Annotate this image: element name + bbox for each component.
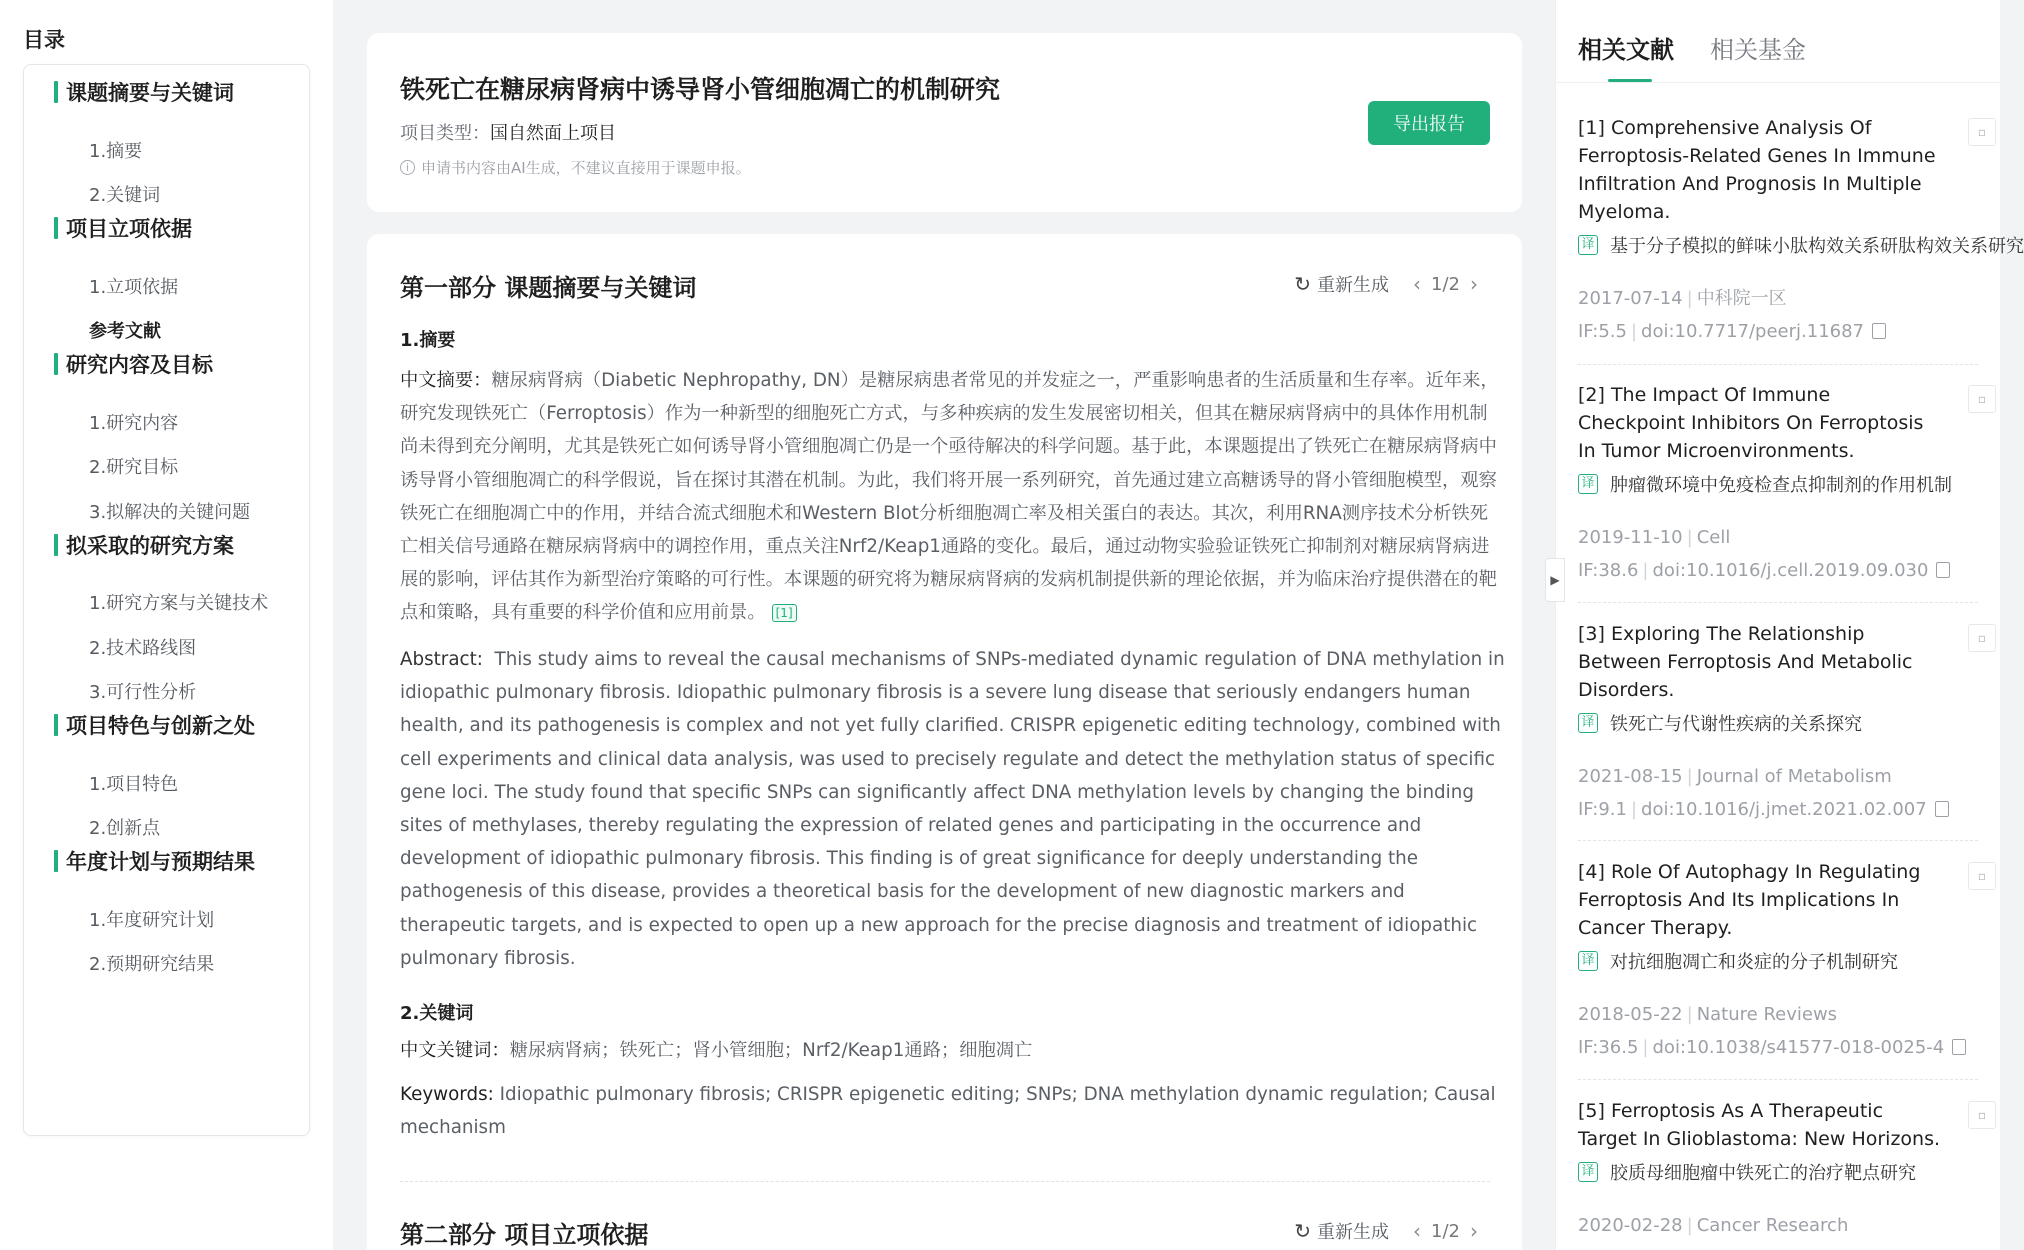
- toc-section-label: 研究内容及目标: [66, 353, 213, 377]
- reference-source: Cancer Research: [1696, 1215, 1849, 1236]
- reference-item[interactable]: [1578, 620, 1987, 826]
- reference-title[interactable]: [2] The Impact Of Immune Checkpoint Inhibitors On Ferroptosis In Tumor Microenvironments.: [1578, 384, 1924, 462]
- toc-title: 目录: [23, 28, 65, 52]
- reference-translation: [1578, 710, 1978, 736]
- section-marker: [54, 534, 58, 556]
- cn-abstract: [400, 364, 1505, 630]
- toc-item-innovations[interactable]: 2.创新点: [89, 818, 161, 839]
- toc-item-keywords[interactable]: 2.关键词: [89, 185, 161, 206]
- en-abstract: [400, 643, 1505, 975]
- section-marker: [54, 714, 58, 736]
- insert-citation-icon[interactable]: ▫: [1968, 862, 1996, 890]
- reference-date: 2019-11-10: [1578, 527, 1683, 548]
- reference-meta: 2021-08-15 | Journal of Metabolism IF:9.1 | doi:10.1016/j.jmet.2021.02.007: [1578, 760, 1978, 826]
- toc-item-roadmap[interactable]: 2.技术路线图: [89, 638, 197, 659]
- reference-meta: 2020-02-28 | Cancer Research: [1578, 1215, 1849, 1236]
- related-panel: [1555, 0, 2024, 1250]
- regenerate-label: 重新生成: [1317, 275, 1390, 296]
- reference-doi: doi:10.7717/peerj.11687: [1641, 321, 1865, 342]
- tab-related-literature[interactable]: 相关文献: [1578, 36, 1674, 64]
- reference-date: 2020-02-28: [1578, 1215, 1683, 1236]
- ai-disclaimer: [400, 157, 751, 178]
- reference-item[interactable]: [1578, 114, 2024, 348]
- regenerate-button[interactable]: [1294, 1218, 1389, 1244]
- toc-section-abstract[interactable]: [54, 77, 234, 107]
- project-type-value: 国自然面上项目: [490, 123, 616, 144]
- reference-translation: [1578, 1159, 1978, 1185]
- abstract-heading: 1.摘要: [400, 330, 456, 351]
- translation-text: 基于分子模拟的鲜味小肽构效关系研肽构效关系研究: [1610, 236, 2024, 257]
- en-keywords-text: Idiopathic pulmonary fibrosis; CRISPR epigenetic editing; SNPs; DNA methylation dynamic regulation; Causal mechanism: [400, 1084, 1496, 1139]
- copy-icon[interactable]: [1935, 801, 1949, 817]
- insert-citation-icon[interactable]: ▫: [1968, 118, 1996, 146]
- citation-badge[interactable]: [1]: [772, 604, 797, 622]
- reference-if: IF:38.6: [1578, 560, 1639, 581]
- translate-icon: 译: [1578, 474, 1598, 494]
- tab-related-funds[interactable]: 相关基金: [1710, 36, 1806, 64]
- insert-citation-icon[interactable]: ▫: [1968, 1101, 1996, 1129]
- refresh-icon: ↻: [1294, 1219, 1312, 1243]
- toc-item-references[interactable]: 参考文献: [89, 321, 161, 342]
- part-header: [400, 1215, 1500, 1249]
- project-header-card: [367, 33, 1522, 212]
- content-card: [367, 234, 1522, 1250]
- toc-section-label: 项目特色与创新之处: [66, 714, 255, 738]
- prev-version-icon[interactable]: ‹: [1413, 1219, 1422, 1243]
- copy-icon[interactable]: [1952, 1039, 1966, 1055]
- part-header: [400, 268, 1500, 302]
- toc-item-feasibility[interactable]: 3.可行性分析: [89, 682, 197, 703]
- reference-divider: [1578, 364, 1978, 365]
- collapse-panel-icon[interactable]: ▶: [1545, 558, 1565, 602]
- reference-if: IF:5.5: [1578, 321, 1627, 342]
- toc-section-label: 拟采取的研究方案: [66, 534, 234, 558]
- reference-title[interactable]: [4] Role Of Autophagy In Regulating Ferroptosis And Its Implications In Cancer Therapy.: [1578, 861, 1921, 939]
- toc-section-label: 年度计划与预期结果: [66, 850, 255, 874]
- reference-translation: [1578, 471, 1978, 497]
- section-marker: [54, 850, 58, 872]
- section-marker: [54, 81, 58, 103]
- toc-sidebar: [0, 0, 333, 1250]
- translate-icon: 译: [1578, 235, 1598, 255]
- toc-section-basis[interactable]: [54, 213, 192, 243]
- part-tools: [1294, 271, 1488, 297]
- reference-doi: doi:10.1016/j.cell.2019.09.030: [1652, 560, 1929, 581]
- toc-item-expected-results[interactable]: 2.预期研究结果: [89, 954, 215, 975]
- reference-item[interactable]: [1578, 381, 1987, 587]
- version-pager: 1/2: [1431, 1220, 1460, 1242]
- reference-source: Nature Reviews: [1696, 1004, 1838, 1025]
- part-tools: [1294, 1218, 1488, 1244]
- toc-item-plan-tech[interactable]: 1.研究方案与关键技术: [89, 593, 269, 614]
- toc-section-plan[interactable]: [54, 530, 234, 560]
- section-marker: [54, 217, 58, 239]
- toc-panel: [23, 64, 310, 1136]
- export-report-button[interactable]: 导出报告: [1368, 101, 1490, 145]
- next-version-icon[interactable]: ›: [1470, 1219, 1478, 1243]
- cn-keywords: [400, 1034, 1505, 1067]
- toc-item-research-goals[interactable]: 2.研究目标: [89, 457, 179, 478]
- reference-title[interactable]: [1] Comprehensive Analysis Of Ferroptosis-Related Genes In Immune Infiltration And Prognosis In Multiple Myeloma.: [1578, 117, 1936, 223]
- regenerate-label: 重新生成: [1317, 1222, 1390, 1243]
- translate-icon: 译: [1578, 713, 1598, 733]
- en-abstract-lead: Abstract:: [400, 649, 483, 670]
- version-pager: 1/2: [1431, 273, 1460, 295]
- reference-divider: [1578, 1079, 1978, 1080]
- part-title: 第二部分 项目立项依据: [400, 1221, 649, 1249]
- project-type: [400, 119, 616, 145]
- reference-meta: 2018-05-22 | Nature Reviews IF:36.5 | doi:10.1038/s41577-018-0025-4: [1578, 998, 1978, 1064]
- prev-version-icon[interactable]: ‹: [1413, 272, 1422, 296]
- project-type-label: 项目类型：: [400, 123, 490, 144]
- reference-divider: [1578, 840, 1978, 841]
- reference-source: Cell: [1696, 527, 1731, 548]
- en-abstract-text: This study aims to reveal the causal mechanisms of SNPs-mediated dynamic regulation of DNA methylation in idiopathic pulmonary fibrosis. Idiopathic pulmonary fibrosis is a severe lung disease that seriously endangers human health, and its pathogenesis is complex and not yet fully clarified. CRISPR epigenetic editing technology, combined with cell experiments and clinical data analysis, was used to precisely regulate and detect the methylation status of specific gene loci. The study found that specific SNPs can significantly affect DNA methylation levels by changing the binding sites of methylases, thereby regulating the expression of related genes and participating in the occurrence and development of idiopathic pulmonary fibrosis. This finding is of great significance for deeply understanding the pathogenesis of this disease, provides a theoretical basis for the development of new diagnostic markers and therapeutic targets, and is expected to open up a new approach for the precise diagnosis and treatment of idiopathic pulmonary fibrosis.: [400, 649, 1505, 969]
- reference-if: IF:9.1: [1578, 799, 1627, 820]
- copy-icon[interactable]: [1936, 562, 1950, 578]
- cn-abstract-text: 糖尿病肾病（Diabetic Nephropathy, DN）是糖尿病患者常见的并发症之一，严重影响患者的生活质量和生存率。近年来，研究发现铁死亡（Ferroptosis）作为一种新型的细胞死亡方式，与多种疾病的发生发展密切相关，但其在糖尿病肾病中的具体作用机制尚未得到充分阐明，尤其是铁死亡如何诱导肾小管细胞凋亡仍是一个亟待解决的科学问题。基于此，本课题提出了铁死亡在糖尿病肾病中诱导肾小管细胞凋亡的科学假说，旨在探讨其潜在机制。为此，我们将开展一系列研究，首先通过建立高糖诱导的肾小管细胞模型，观察铁死亡在细胞凋亡中的作用，并结合流式细胞术和Western Blot分析细胞凋亡率及相关蛋白的表达。其次，利用RNA测序技术分析铁死亡相关信号通路在糖尿病肾病中的调控作用，重点关注Nrf2/Keap1通路的变化。最后，通过动物实验验证铁死亡抑制剂对糖尿病肾病进展的影响，评估其作为新型治疗策略的可行性。本课题的研究将为糖尿病肾病的发病机制提供新的理论依据，并为临床治疗提供潜在的靶点和策略，具有重要的科学价值和应用前景。: [400, 370, 1499, 624]
- reference-date: 2017-07-14: [1578, 288, 1683, 309]
- section-marker: [54, 353, 58, 375]
- cn-keywords-text: 糖尿病肾病；铁死亡；肾小管细胞；Nrf2/Keap1通路；细胞凋亡: [509, 1040, 1033, 1061]
- toc-section-label: 课题摘要与关键词: [66, 81, 234, 105]
- toc-item-basis[interactable]: 1.立项依据: [89, 277, 179, 298]
- toc-item-research-content[interactable]: 1.研究内容: [89, 413, 179, 434]
- page-title: 铁死亡在糖尿病肾病中诱导肾小管细胞凋亡的机制研究: [400, 75, 1001, 104]
- reference-title[interactable]: [3] Exploring The Relationship Between Ferroptosis And Metabolic Disorders.: [1578, 623, 1913, 701]
- reference-meta: 2017-07-14 | 中科院一区 IF:5.5 | doi:10.7717/peerj.11687: [1578, 282, 1978, 348]
- reference-date: 2021-08-15: [1578, 766, 1683, 787]
- ai-disclaimer-text: 申请书内容由AI生成，不建议直接用于课题申报。: [421, 159, 751, 177]
- translation-text: 胶质母细胞瘤中铁死亡的治疗靶点研究: [1610, 1163, 1916, 1184]
- toc-section-innovation[interactable]: [54, 710, 255, 740]
- reference-translation: [1578, 948, 1978, 974]
- keywords-heading: 2.关键词: [400, 1003, 474, 1024]
- toc-section-label: 项目立项依据: [66, 217, 192, 241]
- regenerate-button[interactable]: [1294, 271, 1389, 297]
- en-keywords: [400, 1078, 1505, 1144]
- insert-citation-icon[interactable]: ▫: [1968, 624, 1996, 652]
- reference-divider: [1578, 602, 1978, 603]
- reference-translation: [1578, 232, 2024, 258]
- toc-item-abstract[interactable]: 1.摘要: [89, 141, 143, 162]
- toc-section-annual[interactable]: [54, 846, 255, 876]
- tabs-divider: [1556, 82, 2001, 83]
- reference-item[interactable]: [1578, 1097, 1987, 1242]
- reference-doi: doi:10.1016/j.jmet.2021.02.007: [1641, 799, 1927, 820]
- section-divider: [400, 1181, 1490, 1182]
- toc-item-features[interactable]: 1.项目特色: [89, 774, 179, 795]
- en-keywords-lead: Keywords:: [400, 1084, 494, 1105]
- reference-item[interactable]: [1578, 858, 1987, 1064]
- cn-abstract-lead: 中文摘要：: [400, 370, 492, 391]
- reference-meta: 2019-11-10 | Cell IF:38.6 | doi:10.1016/j.cell.2019.09.030: [1578, 521, 1978, 587]
- part-title: 第一部分 课题摘要与关键词: [400, 274, 697, 302]
- translation-text: 铁死亡与代谢性疾病的关系探究: [1610, 714, 1862, 735]
- reference-source: Journal of Metabolism: [1696, 766, 1892, 787]
- reference-if: IF:36.5: [1578, 1037, 1639, 1058]
- translate-icon: 译: [1578, 951, 1598, 971]
- reference-date: 2018-05-22: [1578, 1004, 1683, 1025]
- toc-item-annual-plan[interactable]: 1.年度研究计划: [89, 910, 215, 931]
- refresh-icon: ↻: [1294, 272, 1312, 296]
- next-version-icon[interactable]: ›: [1470, 272, 1478, 296]
- cn-keywords-lead: 中文关键词：: [400, 1040, 510, 1061]
- translation-text: 肿瘤微环境中免疫检查点抑制剂的作用机制: [1610, 475, 1952, 496]
- copy-icon[interactable]: [1872, 323, 1886, 339]
- info-icon: i: [400, 160, 415, 175]
- toc-item-key-problems[interactable]: 3.拟解决的关键问题: [89, 502, 251, 523]
- toc-section-content[interactable]: [54, 349, 213, 379]
- insert-citation-icon[interactable]: ▫: [1968, 385, 1996, 413]
- reference-source: 中科院一区: [1696, 288, 1787, 309]
- translation-text: 对抗细胞凋亡和炎症的分子机制研究: [1610, 952, 1898, 973]
- translate-icon: 译: [1578, 1162, 1598, 1182]
- reference-doi: doi:10.1038/s41577-018-0025-4: [1652, 1037, 1945, 1058]
- reference-title[interactable]: [5] Ferroptosis As A Therapeutic Target In Glioblastoma: New Horizons.: [1578, 1100, 1941, 1150]
